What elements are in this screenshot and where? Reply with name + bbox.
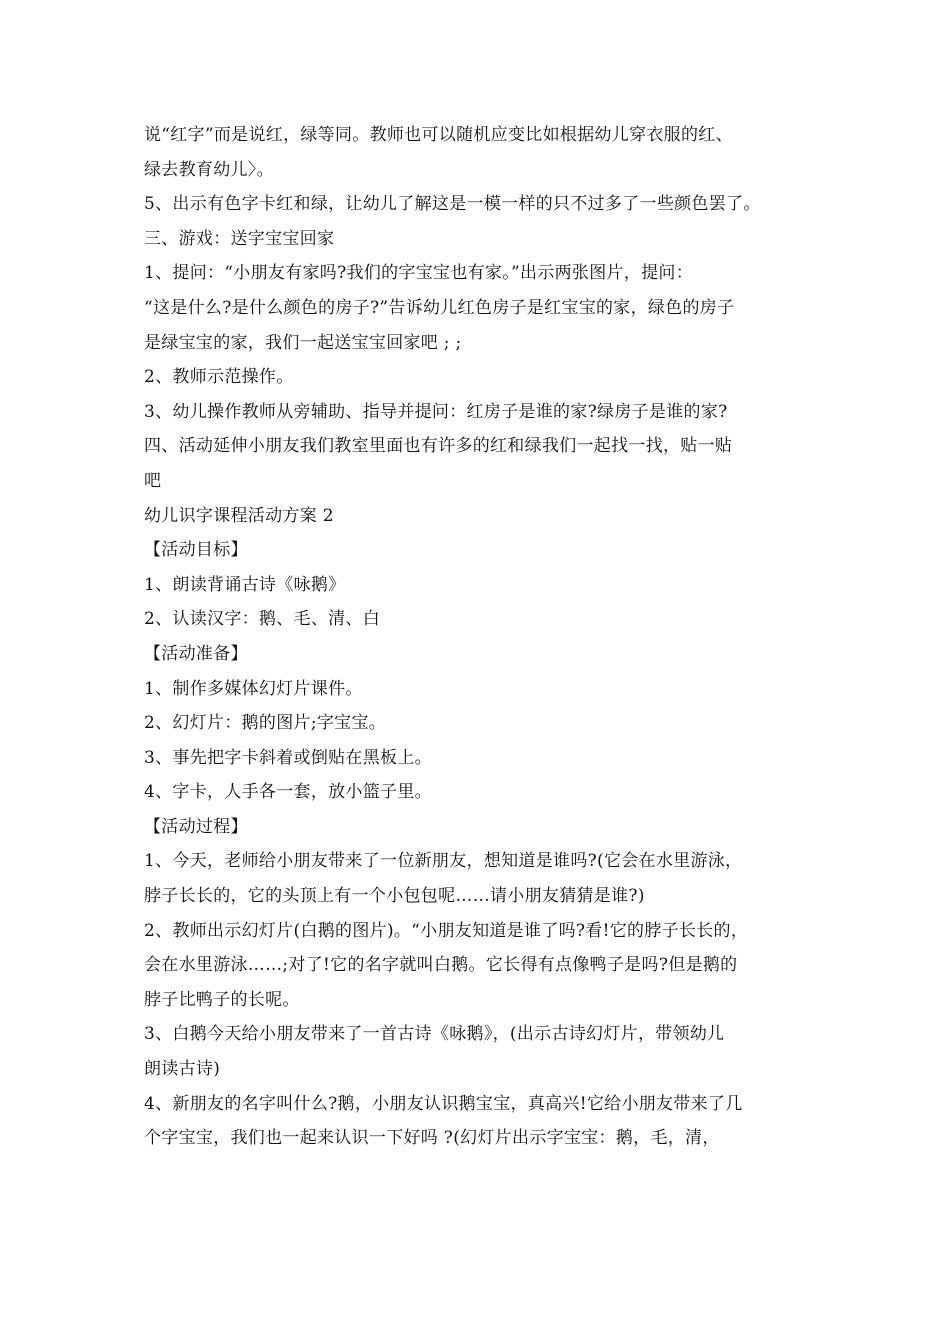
text-line: 3、幼儿操作教师从旁辅助、指导并提问：红房子是谁的家?绿房子是谁的家? — [144, 401, 728, 422]
text-line: 个字宝宝，我们也一起来认识一下好吗 ?(幻灯片出示字宝宝：鹅，毛，清， — [144, 1128, 720, 1149]
text-line: 1、制作多媒体幻灯片课件。 — [144, 678, 363, 699]
section-heading: 四、活动延伸小朋友我们教室里面也有许多的红和绿我们一起找一找，贴一贴 — [144, 436, 733, 457]
text-line: 5、出示有色字卡红和绿，让幼儿了解这是一模一样的只不过多了一些颜色罢了。 — [144, 194, 761, 215]
document-subtitle: 幼儿识字课程活动方案 2 — [144, 505, 334, 526]
text-line: 2、教师示范操作。 — [144, 367, 294, 388]
text-line: 2、教师出示幻灯片(白鹅的图片)。“小朋友知道是谁了吗?看!它的脖子长长的， — [144, 920, 749, 941]
section-heading: 【活动准备】 — [144, 643, 248, 664]
text-line: 说“红字”而是说红，绿等同。教师也可以随机应变比如根据幼儿穿衣服的红、 — [144, 125, 733, 145]
text-line: 是绿宝宝的家，我们一起送宝宝回家吧 ; ; — [144, 332, 462, 353]
text-line: 脖子长长的，它的头顶上有一个小包包呢……请小朋友猜猜是谁?) — [144, 886, 645, 907]
text-line: 1、提问：“小朋友有家吗?我们的字宝宝也有家。”出示两张图片，提问： — [144, 263, 694, 284]
text-line: 3、白鹅今天给小朋友带来了一首古诗《咏鹅》，(出示古诗幻灯片，带领幼儿 — [144, 1024, 725, 1045]
text-line: 吧 — [144, 470, 162, 491]
text-line: 绿去教育幼儿〉。 — [144, 159, 274, 180]
text-line: 4、新朋友的名字叫什么?鹅，小朋友认识鹅宝宝，真高兴!它给小朋友带来了几 — [144, 1093, 743, 1114]
text-line: 4、字卡，人手各一套，放小篮子里。 — [144, 782, 432, 803]
text-line: 1、朗读背诵古诗《咏鹅》 — [144, 574, 346, 595]
text-line: 2、幻灯片：鹅的图片;字宝宝。 — [144, 713, 387, 734]
text-line: 会在水里游泳……;对了!它的名字就叫白鹅。它长得有点像鸭子是吗?但是鹅的 — [144, 955, 738, 976]
document-body — [144, 118, 834, 1156]
section-heading: 三、游戏：送字宝宝回家 — [144, 228, 335, 249]
text-line: 1、今天，老师给小朋友带来了一位新朋友，想知道是谁吗?(它会在水里游泳， — [144, 851, 743, 872]
section-heading: 【活动过程】 — [144, 816, 248, 837]
text-line: 3、事先把字卡斜着或倒贴在黑板上。 — [144, 747, 432, 768]
section-heading: 【活动目标】 — [144, 540, 248, 561]
text-line: 朗读古诗) — [144, 1059, 221, 1080]
text-line: “这是什么?是什么颜色的房子?”告诉幼儿红色房子是红宝宝的家，绿色的房子 — [144, 297, 735, 318]
text-line: 脖子比鸭子的长呢。 — [144, 989, 300, 1010]
text-line: 2、认读汉字：鹅、毛、清、白 — [144, 609, 381, 630]
